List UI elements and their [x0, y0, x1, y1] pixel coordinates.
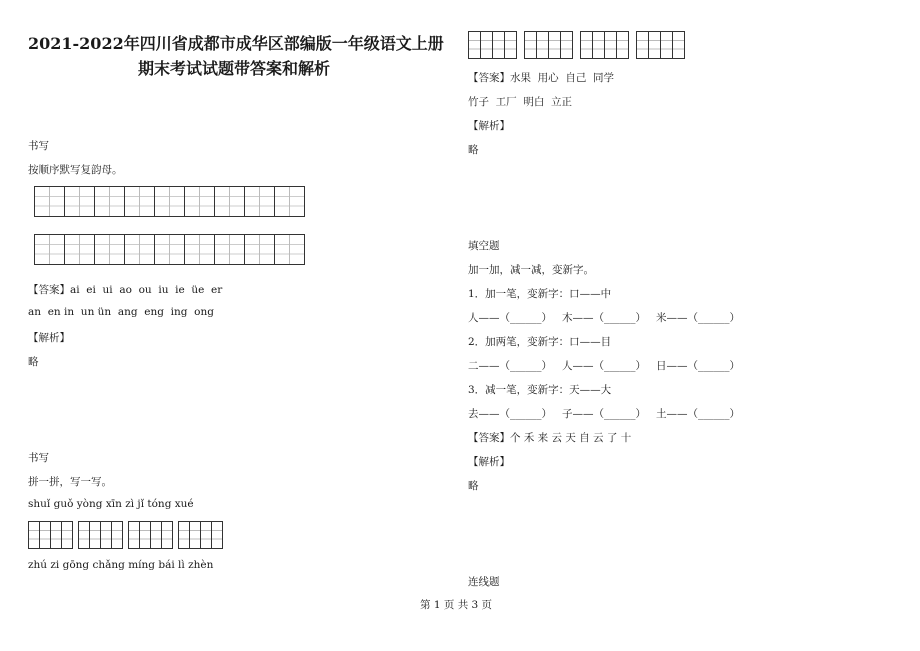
fill-blank: 日——（______）	[656, 360, 740, 372]
answer-label: 【答案】	[468, 432, 510, 444]
grid-cell	[154, 186, 185, 217]
fill-blank: 人——（______）	[562, 360, 646, 372]
q3-sub1: 1．加一笔，变新字：口——中	[468, 288, 612, 300]
q2-pinyin-line1: shuǐ guǒ yòng xīn zì jǐ tóng xué	[28, 498, 194, 510]
answer-label: 【答案】	[468, 72, 510, 84]
word-box	[78, 521, 122, 549]
grid-cell	[274, 234, 305, 265]
grid-cell	[184, 186, 215, 217]
grid-cell	[34, 234, 65, 265]
q3-sub2: 2．加两笔，变新字：口——目	[468, 336, 612, 348]
q2-analysis-label: 【解析】	[468, 120, 510, 132]
grid-cell	[214, 234, 245, 265]
q2-answer-line2: 竹子 工厂 明白 立正	[468, 96, 573, 108]
grid-cell	[244, 234, 275, 265]
q3-type: 填空题	[468, 240, 500, 252]
q1-answer-line1: ai ei ui ao ou iu ie üe er	[70, 284, 223, 296]
grid-cell	[34, 186, 65, 217]
word-box	[636, 31, 684, 59]
q3-answer	[468, 430, 631, 445]
fill-blank: 人——（______）	[468, 312, 552, 324]
word-box	[128, 521, 172, 549]
q1-analysis: 略	[28, 356, 39, 368]
page-title-line2: 期末考试试题带答案和解析	[138, 59, 331, 78]
q3-sub1-fill	[468, 310, 750, 325]
q2-instruction: 拼一拼，写一写。	[28, 476, 112, 488]
fill-blank: 二——（______）	[468, 360, 552, 372]
q2-answer-line1: 水果 用心 自己 同学	[510, 72, 615, 84]
q2-type: 书写	[28, 452, 49, 464]
word-box	[28, 521, 72, 549]
q1-analysis-label: 【解析】	[28, 332, 70, 344]
q3-sub3: 3．减一笔，变新字：天——大	[468, 384, 612, 396]
grid-cell	[124, 234, 155, 265]
q3-analysis-label: 【解析】	[468, 456, 510, 468]
grid-cell	[94, 186, 125, 217]
word-box	[524, 31, 572, 59]
fill-blank: 子——（______）	[562, 408, 646, 420]
q1-answer-line2: an en in un ün ang eng ing ong	[28, 306, 214, 318]
grid-cell	[274, 186, 305, 217]
grid-cell	[154, 234, 185, 265]
fill-blank: 土——（______）	[656, 408, 740, 420]
q4-type: 连线题	[468, 576, 500, 588]
q3-answer-text: 个 禾 来 云 天 自 云 了 十	[510, 432, 632, 444]
q2-pinyin-line2: zhú zi gōng chǎng míng bái lì zhèn	[28, 559, 214, 571]
fill-blank: 木——（______）	[562, 312, 646, 324]
fill-blank: 去——（______）	[468, 408, 552, 420]
q3-instruction: 加一加，减一减，变新字。	[468, 264, 594, 276]
word-box	[580, 31, 628, 59]
q1-answer	[28, 282, 222, 297]
page-title-line1: 2021-2022年四川省成都市成华区部编版一年级语文上册	[28, 34, 444, 53]
grid-cell	[64, 234, 95, 265]
word-box	[178, 521, 222, 549]
q3-sub3-fill	[468, 406, 750, 421]
q1-type: 书写	[28, 140, 49, 152]
grid-cell	[64, 186, 95, 217]
writing-grid-row-1	[34, 186, 304, 217]
pinyin-write-boxes-1	[28, 521, 228, 549]
grid-cell	[244, 186, 275, 217]
q3-sub2-fill	[468, 358, 750, 373]
grid-cell	[184, 234, 215, 265]
pinyin-write-boxes-2	[468, 31, 690, 59]
word-box	[468, 31, 516, 59]
grid-cell	[94, 234, 125, 265]
writing-grid-row-2	[34, 234, 304, 265]
q1-instruction: 按顺序默写复韵母。	[28, 164, 123, 176]
q2-analysis: 略	[468, 144, 479, 156]
grid-cell	[124, 186, 155, 217]
grid-cell	[214, 186, 245, 217]
q3-analysis: 略	[468, 480, 479, 492]
page-footer: 第 1 页 共 3 页	[420, 599, 493, 611]
fill-blank: 米——（______）	[656, 312, 740, 324]
q2-answer	[468, 70, 614, 85]
answer-label: 【答案】	[28, 284, 70, 296]
